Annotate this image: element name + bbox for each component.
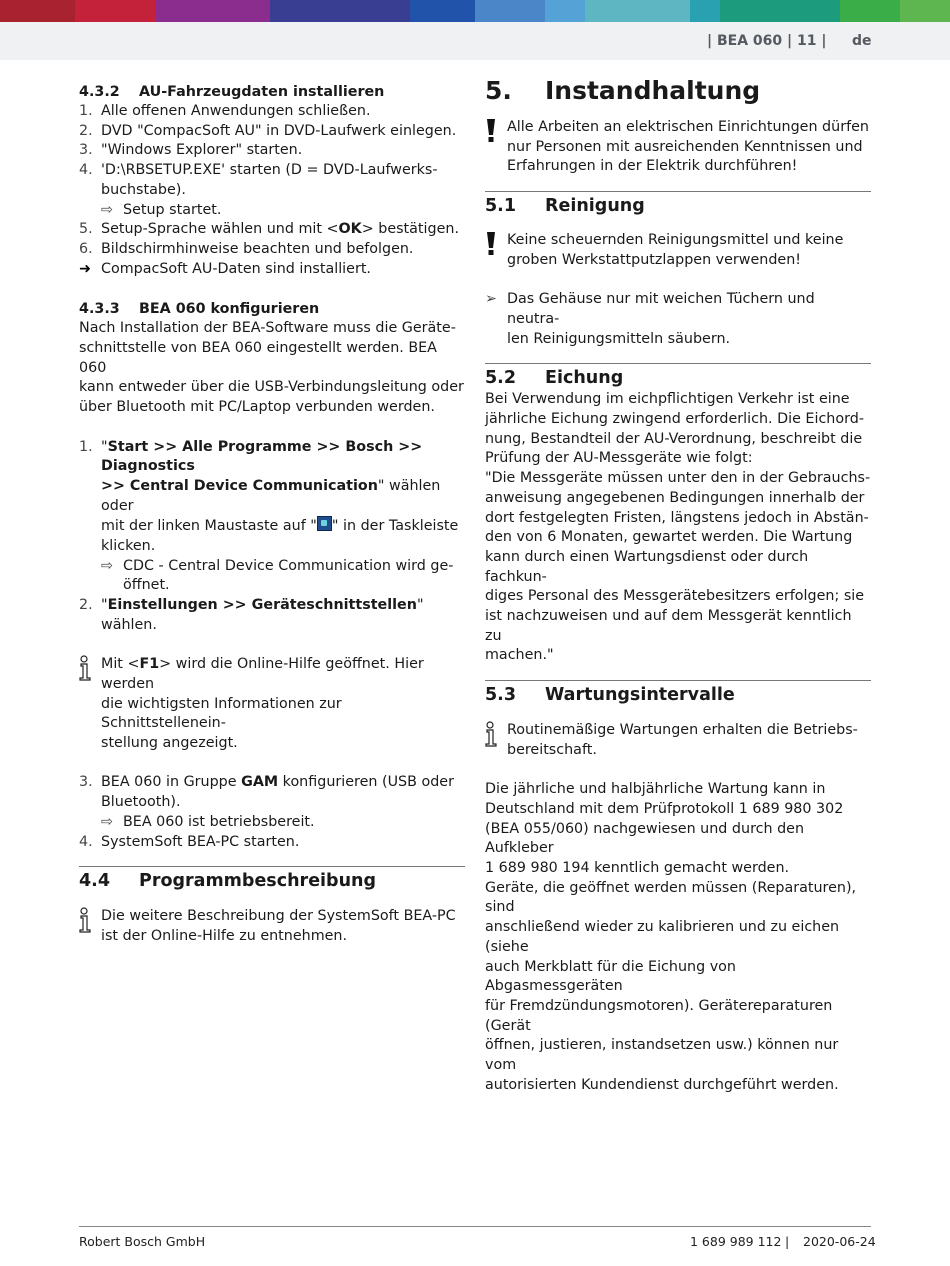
configure-steps bbox=[79, 438, 465, 636]
footer-divider bbox=[79, 1226, 871, 1227]
list-item: 6. Bildschirmhinweise beachten und befolgen. bbox=[79, 240, 414, 257]
left-column bbox=[79, 82, 465, 947]
section-4-4-heading: 4.4 Programmbeschreibung bbox=[79, 871, 377, 892]
warning-icon bbox=[485, 231, 507, 270]
right-column bbox=[485, 74, 871, 1096]
list-item-continuation: buchstabe). bbox=[101, 181, 186, 198]
list-item: 4. 'D:\RBSETUP.EXE' starten (D = DVD-Laufwerks- bbox=[79, 162, 438, 179]
list-item: 5. Setup-Sprache wählen und mit <OK> bestätigen. bbox=[79, 221, 459, 238]
brand-color-stripe bbox=[0, 0, 950, 22]
info-note-maintenance: Routinemäßige Wartungen erhalten die Betriebs- bereitschaft. bbox=[485, 721, 871, 760]
final-result-arrow-icon: ➜ bbox=[79, 260, 91, 277]
info-note-description: Die weitere Beschreibung der SystemSoft BEA-PC ist der Online-Hilfe zu entnehmen. bbox=[79, 907, 465, 946]
section-5-2-heading: 5.2 Eichung bbox=[485, 368, 624, 389]
maintenance-text: Die jährliche und halbjährliche Wartung kann in Deutschland mit dem Prüfprotokoll 1 689 980 302 (BEA 055/060) nachgewiesen und durch den Aufkleber 1 689 980 194 kenntlich gemacht werden. Geräte, die geöffnet werden müssen (Reparaturen), sind anschließend wieder zu kalibrieren und zu eichen (siehe auch Merkblatt für die Eichung von Abgasmessgeräten für Fremdzündungsmotoren). Gerätereparaturen (Gerät öffnen, justieren, instandsetzen usw.) können nur vom autorisierten Kundendienst durchgeführt werden. bbox=[485, 781, 857, 1093]
section-divider bbox=[485, 191, 871, 192]
section-4-3-3-heading: 4.3.3 BEA 060 konfigurieren bbox=[79, 301, 320, 318]
section-divider bbox=[485, 363, 871, 364]
result-item: ⇨ CDC - Central Device Communication wird ge- öffnet. bbox=[79, 557, 465, 596]
doc-reference: | BEA 060 | 11 | bbox=[707, 33, 827, 49]
list-item: 1. Alle offenen Anwendungen schließen. bbox=[79, 103, 371, 119]
footer-doc-number: 1 689 989 112 bbox=[690, 1234, 782, 1249]
list-item: 2. DVD "CompacSoft AU" in DVD-Laufwerk einlegen. bbox=[79, 122, 457, 139]
chapter-5-heading: 5. Instandhaltung bbox=[485, 76, 761, 105]
warning-note-cleaning: Keine scheuernden Reinigungsmittel und keine groben Werkstattputzlappen verwenden! bbox=[485, 231, 871, 270]
list-item: 3. BEA 060 in Gruppe GAM konfigurieren (USB oder Bluetooth). bbox=[79, 774, 454, 811]
result-arrow-icon: ⇨ bbox=[101, 557, 113, 574]
info-icon bbox=[79, 655, 101, 754]
info-icon bbox=[485, 721, 507, 760]
section-4-3-2-heading: 4.3.2 AU-Fahrzeugdaten installieren bbox=[79, 84, 385, 100]
calibration-text: Bei Verwendung im eichpflichtigen Verkehr ist eine jährliche Eichung zwingend erforderlich. Die Eichord- nung, Bestandteil der AU-Verordnung, beschreibt die Prüfung der AU-Messgeräte wie folgt: "Die Messgeräte müssen unter den in der Gebrauchs- anweisung angegebenen Bedingungen innerhalb der dort festgelegten Fristen, längstens jedoch in Abstän- den von 6 Monaten, gewartet werden. Die Wartung kann durch einen Wartungsdienst oder durch fachkun- diges Personal des Messgerätebesitzers erfolgen; sie ist nachzuweisen und auf dem Messgerät kenntlich zu machen." bbox=[485, 391, 871, 664]
list-item: 1. "Start >> Alle Programme >> Bosch >> Diagnostics >> Central Device Communication" wählen oder mit der linken Maustaste auf " " in der Taskleiste klicken. bbox=[79, 438, 459, 555]
section-5-1-heading: 5.1 Reinigung bbox=[485, 196, 645, 217]
list-item: 3. "Windows Explorer" starten. bbox=[79, 142, 303, 159]
warning-icon bbox=[485, 118, 507, 177]
configure-steps-2 bbox=[79, 773, 465, 852]
footer-separator: | bbox=[785, 1234, 790, 1249]
list-item: 4. SystemSoft BEA-PC starten. bbox=[79, 833, 300, 850]
result-item: ⇨ Setup startet. bbox=[79, 201, 465, 221]
action-arrow-icon: ➢ bbox=[485, 291, 497, 308]
info-icon bbox=[79, 907, 101, 946]
result-arrow-icon: ⇨ bbox=[101, 813, 113, 830]
configure-intro: Nach Installation der BEA-Software muss die Geräte- schnittstelle von BEA 060 eingestellt werden. BEA 060 kann entweder über die USB-Verbindungsleitung oder über Bluetooth mit PC/Laptop verbunden werden. bbox=[79, 320, 464, 416]
footer-company: Robert Bosch GmbH bbox=[79, 1234, 206, 1249]
result-arrow-icon: ⇨ bbox=[101, 201, 113, 218]
section-divider bbox=[485, 680, 871, 681]
final-result: ➜ CompacSoft AU-Daten sind installiert. bbox=[79, 260, 465, 280]
cdc-taskbar-icon bbox=[317, 516, 332, 531]
section-divider bbox=[79, 866, 465, 867]
info-note-f1: Mit <F1> wird die Online-Hilfe geöffnet. Hier werden die wichtigsten Informationen zur Schnittstellenein- stellung angezeigt. bbox=[79, 655, 465, 754]
list-item: 2. "Einstellungen >> Geräteschnittstellen" wählen. bbox=[79, 597, 424, 633]
result-item: ⇨ BEA 060 ist betriebsbereit. bbox=[79, 813, 465, 833]
warning-note-electrical: Alle Arbeiten an elektrischen Einrichtungen dürfen nur Personen mit ausreichenden Kenntnissen und Erfahrungen in der Elektrik durchführen! bbox=[485, 118, 871, 177]
footer-date: 2020-06-24 bbox=[803, 1234, 876, 1249]
action-step-cleaning: ➢ Das Gehäuse nur mit weichen Tüchern und neutra- len Reinigungsmitteln säubern. bbox=[485, 290, 871, 349]
section-5-3-heading: 5.3 Wartungsintervalle bbox=[485, 685, 735, 706]
install-steps bbox=[79, 102, 465, 279]
language-code: de bbox=[852, 33, 872, 49]
